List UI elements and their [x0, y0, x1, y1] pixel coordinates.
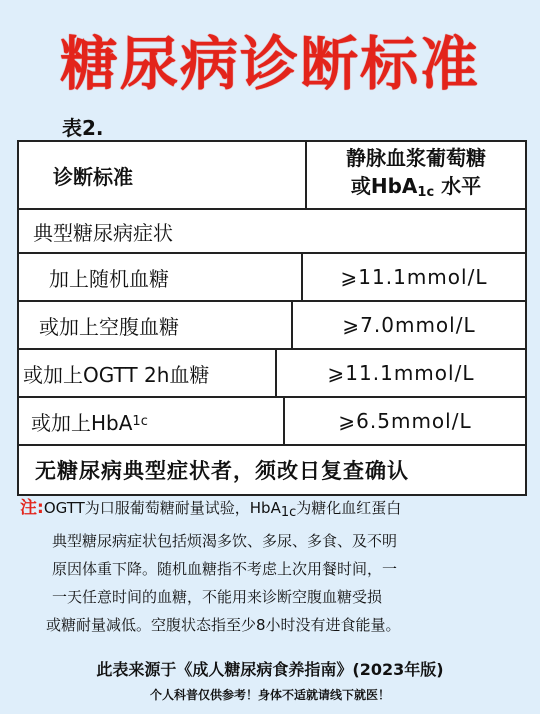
- footnote-label: 注:: [20, 498, 44, 518]
- disclaimer: 个人科普仅供参考！身体不适就请线下就医！: [149, 688, 390, 702]
- footnote-line: 一天任意时间的血糖，不能用来诊断空腹血糖受损: [52, 588, 383, 606]
- footnote-text: OGTT为口服葡萄糖耐量试验，HbA: [43, 499, 281, 517]
- header-criteria: 诊断标准: [19, 142, 307, 208]
- criterion-cell: 或加上空腹血糖: [19, 302, 293, 348]
- value-cell: ⩾11.1mmol/L: [327, 361, 475, 385]
- value-cell: ⩾6.5mmol/L: [338, 409, 472, 433]
- header-glucose-level: [307, 142, 525, 208]
- table-row: [19, 302, 525, 350]
- header-level-suffix: 水平: [434, 173, 482, 198]
- page-title: 糖尿病诊断标准: [59, 30, 480, 98]
- table-row: [19, 398, 525, 446]
- footnote-line: 典型糖尿病症状包括烦渴多饮、多尿、多食、及不明: [52, 532, 398, 550]
- table-row: [19, 350, 525, 398]
- source-citation: 此表来源于《成人糖尿病食养指南》(2023年版): [96, 660, 444, 679]
- criterion-prefix: 或加上HbA: [31, 410, 133, 435]
- criterion-cell: 或加上OGTT 2h血糖: [19, 350, 277, 396]
- typical-symptoms-row: 典型糖尿病症状: [19, 210, 525, 254]
- value-cell: ⩾11.1mmol/L: [340, 265, 488, 289]
- header-hba-sub: 1c: [417, 184, 435, 200]
- header-hba-prefix: 或HbA: [350, 173, 418, 198]
- footnote-sub: 1c: [280, 505, 297, 520]
- footnote-text: 为糖化血红蛋白: [296, 499, 402, 517]
- table-label: 表2.: [62, 116, 104, 140]
- criterion-sub: 1c: [132, 413, 148, 429]
- table-header-row: [19, 142, 525, 210]
- footnote-line: 原因体重下降。随机血糖指不考虑上次用餐时间，一: [52, 560, 398, 578]
- footnote-line: 或糖耐量减低。空腹状态指至少8小时没有进食能量。: [46, 616, 401, 634]
- footnote: [20, 494, 525, 639]
- header-line2: [351, 172, 481, 207]
- value-cell: ⩾7.0mmol/L: [342, 313, 476, 337]
- diagnosis-table: [17, 140, 527, 496]
- table-row: [19, 254, 525, 302]
- no-symptoms-row: 无糖尿病典型症状者，须改日复查确认: [35, 459, 409, 483]
- criterion-cell: [19, 398, 285, 444]
- footnote-line: [20, 494, 525, 527]
- header-line1: 静脉血浆葡萄糖: [346, 145, 486, 170]
- criterion-cell: 加上随机血糖: [19, 254, 303, 300]
